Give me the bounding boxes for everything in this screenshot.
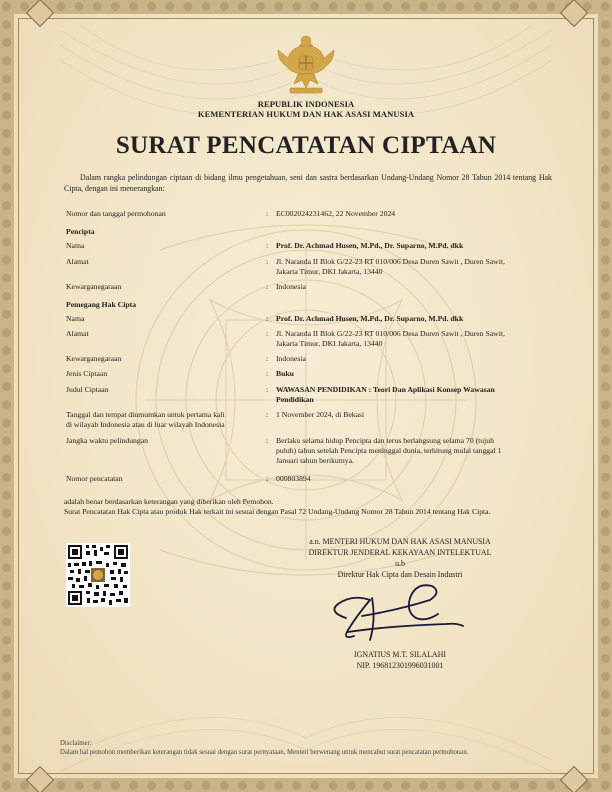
signatory-name: IGNATIUS M.T. SILALAHI [354, 650, 446, 659]
colon: : [266, 209, 269, 218]
work-title-label: Judul Ciptaan [66, 385, 109, 394]
holder-address-line2: Jakarta Timur, DKI Jakarta, 13440 [276, 339, 383, 348]
creator-nationality: Indonesia [276, 282, 306, 291]
work-title-line1: WAWASAN PENDIDIKAN : Teori Dan Aplikasi Konsep Wawasan [276, 385, 495, 394]
closing-line2: Surat Pencatatan Hak Cipta atau produk Hak terkait ini sesuai dengan Pasal 72 Undang-Undang Nomor 28 Tahun 2014 tentang Hak Cipta. [64, 507, 491, 516]
protection-label: Jangka waktu pelindungan [66, 436, 148, 445]
protection-line3: Januari tahun berikutnya. [276, 456, 354, 465]
colon: : [266, 474, 269, 483]
creator-name: Prof. Dr. Achmad Husen, M.Pd., Dr. Suparno, M.Pd. dkk [276, 241, 464, 250]
signatory-line4: Direktur Hak Cipta dan Desain Industri [337, 570, 463, 579]
holder-nationality: Indonesia [276, 354, 306, 363]
holder-address-line1: Jl. Naranda II Blok G/22-23 RT 010/006 Desa Duren Sawit , Duren Sawit, [276, 329, 505, 338]
colon: : [266, 436, 269, 445]
colon: : [266, 257, 269, 266]
colon: : [266, 385, 269, 394]
colon: : [266, 369, 269, 378]
creator-address-label: Alamat [66, 257, 89, 266]
protection-line1: Berlaku selama hidup Pencipta dan terus berlangsung selama 70 (tujuh [276, 436, 494, 445]
page-title: SURAT PENCATATAN CIPTAAN [115, 132, 497, 159]
intro-paragraph: Dalam rangka pelindungan ciptaan di bidang ilmu pengetahuan, seni dan sastra berdasarkan Undang-Undang Nomor 28 Tahun 2014 tentang Hak Cipta, dengan ini menerangkan: [64, 173, 552, 193]
colon: : [266, 354, 269, 363]
signatory-nip: NIP. 196812301996031001 [356, 661, 444, 670]
signature [318, 578, 468, 648]
ministry-heading: KEMENTERIAN HUKUM DAN HAK ASASI MANUSIA [197, 109, 415, 119]
creator-address-line2: Jakarta Timur, DKI Jakarta, 13440 [276, 267, 383, 276]
application-value: EC002024231462, 22 November 2024 [276, 209, 396, 218]
published-label-line1: Tanggal dan tempat diumumkan untuk pertama kali [66, 410, 225, 419]
colon: : [266, 410, 269, 419]
record-number: 000803894 [276, 474, 311, 483]
creator-name-label: Nama [66, 241, 85, 250]
garuda-emblem-icon [272, 32, 340, 96]
colon: : [266, 329, 269, 338]
colon: : [266, 314, 269, 323]
holder-address-label: Alamat [66, 329, 89, 338]
creator-address-line1: Jl. Naranda II Blok G/22-23 RT 010/006 Desa Duren Sawit , Duren Sawit, [276, 257, 505, 266]
signatory-line3: u.b [395, 559, 405, 568]
country-heading: REPUBLIK INDONESIA [257, 99, 355, 109]
creator-nationality-label: Kewarganegaraan [66, 282, 122, 291]
signatory-line2: DIREKTUR JENDERAL KEKAYAAN INTELEKTUAL [308, 548, 492, 557]
holder-name-label: Nama [66, 314, 85, 323]
qr-code[interactable] [66, 543, 130, 607]
colon: : [266, 282, 269, 291]
disclaimer-text: Dalam hal pemohon memberikan keterangan tidak sesuai dengan surat pernyataan, Menteri berwenang untuk mencabut surat pencatatan permohonan. [60, 749, 469, 756]
creator-section-title: Pencipta [66, 227, 95, 236]
holder-nationality-label: Kewarganegaraan [66, 354, 122, 363]
work-type-label: Jenis Ciptaan [66, 369, 108, 378]
protection-line2: puluh) tahun setelah Pencipta meninggal dunia, terhitung mulai tanggal 1 [276, 446, 502, 455]
application-label: Nomor dan tanggal permohonan [66, 209, 166, 218]
colon: : [266, 241, 269, 250]
published-label-line2: di wilayah Indonesia atau di luar wilayah Indonesia [66, 420, 225, 429]
holder-section-title: Pemegang Hak Cipta [66, 300, 137, 309]
holder-name: Prof. Dr. Achmad Husen, M.Pd., Dr. Suparno, M.Pd. dkk [276, 314, 464, 323]
disclaimer-title: Disclaimer: [60, 740, 92, 747]
work-title-line2: Pendidikan [276, 395, 314, 404]
published-value: 1 November 2024, di Bekasi [276, 410, 365, 419]
record-number-label: Nomor pencatatan [66, 474, 123, 483]
closing-line1: adalah benar berdasarkan keterangan yang diberikan oleh Pemohon. [64, 497, 274, 506]
work-type: Buku [276, 369, 294, 378]
signatory-line1: a.n. MENTERI HUKUM DAN HAK ASASI MANUSIA [309, 537, 491, 546]
